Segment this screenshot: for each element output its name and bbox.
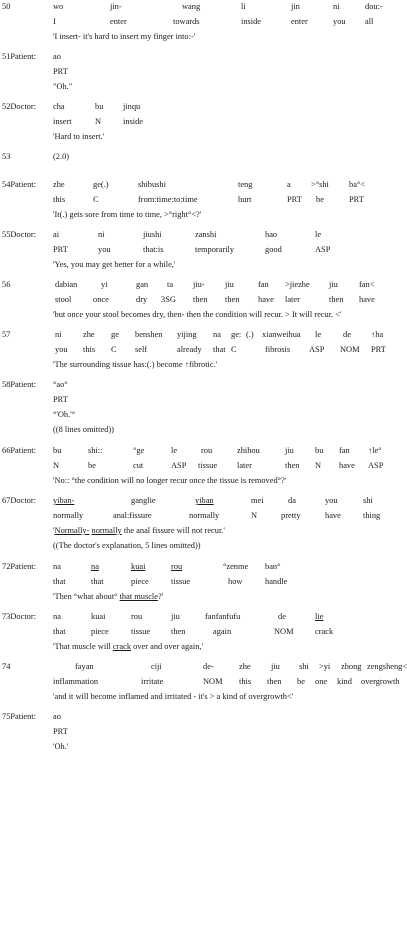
gloss: temporarily bbox=[195, 245, 235, 254]
gloss: overgrowth bbox=[361, 677, 400, 686]
gloss: be bbox=[316, 195, 324, 204]
token: fan bbox=[258, 280, 269, 289]
token: le bbox=[171, 446, 178, 455]
gloss: ASP bbox=[315, 245, 331, 254]
line-number: 53 bbox=[2, 152, 11, 161]
token: zhihou bbox=[237, 446, 260, 455]
gloss: enter bbox=[291, 17, 308, 26]
gloss: insert bbox=[53, 117, 72, 126]
token: ganglie bbox=[131, 496, 156, 505]
gloss: N bbox=[251, 511, 258, 520]
token: shi bbox=[363, 496, 373, 505]
gloss: inflammation bbox=[53, 677, 99, 686]
gloss: anal:fissure bbox=[113, 511, 152, 520]
gloss: you bbox=[55, 345, 68, 354]
gloss: C bbox=[93, 195, 99, 204]
gloss: enter bbox=[110, 17, 127, 26]
gloss: this bbox=[53, 195, 66, 204]
token: yi bbox=[101, 280, 108, 289]
token: ba°< bbox=[349, 180, 365, 189]
gloss: how bbox=[228, 577, 243, 586]
token: fan bbox=[339, 446, 350, 455]
line-number: 72Patient: bbox=[2, 562, 36, 571]
token: >jiezhe bbox=[285, 280, 310, 289]
token: jiu bbox=[271, 662, 280, 671]
gloss: have bbox=[258, 295, 274, 304]
gloss: C bbox=[231, 345, 237, 354]
token: ni bbox=[333, 2, 340, 11]
gloss: irritate bbox=[141, 677, 164, 686]
token: teng bbox=[238, 180, 253, 189]
gloss: be bbox=[297, 677, 305, 686]
gloss: normally bbox=[189, 511, 220, 520]
token: dou:- bbox=[365, 2, 383, 11]
translation: 'No:: °the condition will no longer recur once the tissue is removed°?' bbox=[53, 476, 287, 485]
token: jiu bbox=[171, 612, 180, 621]
token: ta bbox=[167, 280, 174, 289]
gloss: N bbox=[53, 461, 60, 470]
token: ge bbox=[111, 330, 119, 339]
token: na bbox=[53, 562, 61, 571]
token: fanfanfufu bbox=[205, 612, 241, 621]
gloss: ASP bbox=[368, 461, 384, 470]
token: xianweihua bbox=[262, 330, 301, 339]
token: >yi bbox=[319, 662, 331, 671]
gloss: PRT bbox=[53, 395, 68, 404]
gloss: cut bbox=[133, 461, 144, 470]
translation: 'but once your stool becomes dry, then- then the condition will recur. > It will recur. <' bbox=[53, 310, 342, 319]
translation: 'The surrounding tissue has:(.) become ↑fibrotic.' bbox=[53, 360, 218, 369]
gloss: piece bbox=[131, 577, 149, 586]
line-number: 56 bbox=[2, 280, 11, 289]
translation: °'Oh.'° bbox=[53, 410, 76, 419]
token: jiu bbox=[285, 446, 294, 455]
translation: 'Normally- normally the anal fissure will not recur.' bbox=[53, 526, 225, 535]
token: le bbox=[315, 330, 322, 339]
token: °ge bbox=[133, 446, 145, 455]
gloss: have bbox=[359, 295, 375, 304]
translation: 'It(.) gets sore from time to time, >°right°<?' bbox=[53, 210, 202, 219]
omission-note: ((8 lines omitted)) bbox=[53, 425, 114, 434]
token: a bbox=[287, 180, 291, 189]
gloss: later bbox=[285, 295, 300, 304]
token: le bbox=[315, 230, 322, 239]
token: jin bbox=[291, 2, 300, 11]
line-number: 74 bbox=[2, 662, 11, 671]
translation: 'I insert- it's hard to insert my finger into:-' bbox=[53, 32, 196, 41]
gloss: crack bbox=[315, 627, 334, 636]
token: shi bbox=[299, 662, 309, 671]
gloss: PRT bbox=[287, 195, 302, 204]
token: ao bbox=[53, 52, 61, 61]
gloss: be bbox=[88, 461, 96, 470]
token: hao bbox=[265, 230, 278, 239]
line-number: 55Doctor: bbox=[2, 230, 36, 239]
token: na bbox=[53, 612, 61, 621]
gloss: that bbox=[53, 627, 66, 636]
line-number: 51Patient: bbox=[2, 52, 36, 61]
token: de bbox=[278, 612, 286, 621]
token: ciji bbox=[151, 662, 162, 671]
gloss: PRT bbox=[53, 67, 68, 76]
token: ni bbox=[98, 230, 105, 239]
token: li bbox=[241, 2, 246, 11]
gloss: PRT bbox=[349, 195, 364, 204]
gloss: again bbox=[213, 627, 232, 636]
token: wang bbox=[182, 2, 201, 11]
gloss: then bbox=[225, 295, 240, 304]
token: bu bbox=[315, 446, 324, 455]
token: ↑ha bbox=[371, 330, 384, 339]
token: ai bbox=[53, 230, 60, 239]
line-number: 50 bbox=[2, 2, 11, 11]
token: dabian bbox=[55, 280, 78, 289]
gloss: hurt bbox=[238, 195, 252, 204]
token: shibushi bbox=[138, 180, 166, 189]
token: gan bbox=[136, 280, 149, 289]
line-number: 57 bbox=[2, 330, 11, 339]
gloss: good bbox=[265, 245, 282, 254]
gloss: piece bbox=[91, 627, 109, 636]
gloss: kind bbox=[337, 677, 352, 686]
gloss: once bbox=[93, 295, 109, 304]
omission-note: ((The doctor's explanation, 5 lines omitted)) bbox=[53, 541, 201, 550]
gloss: PRT bbox=[53, 245, 68, 254]
gloss: NOM bbox=[203, 677, 223, 686]
gloss: have bbox=[339, 461, 355, 470]
gloss: 3SG bbox=[161, 295, 176, 304]
token: jinqu bbox=[123, 102, 141, 111]
line-number: 67Doctor: bbox=[2, 496, 36, 505]
gloss: tissue bbox=[171, 577, 191, 586]
gloss: you bbox=[333, 17, 346, 26]
gloss: all bbox=[365, 17, 374, 26]
gloss: then bbox=[329, 295, 344, 304]
token: zhe bbox=[53, 180, 65, 189]
gloss: pretty bbox=[281, 511, 301, 520]
token: jiushi bbox=[143, 230, 162, 239]
token: ↑le° bbox=[368, 446, 382, 455]
gloss: tissue bbox=[198, 461, 218, 470]
translation: 'Oh.' bbox=[53, 742, 69, 751]
gloss: NOM bbox=[274, 627, 294, 636]
gloss: this bbox=[239, 677, 252, 686]
translation: 'Then °what about° that muscle?' bbox=[53, 592, 164, 601]
token: zanshi bbox=[195, 230, 217, 239]
gloss: N bbox=[95, 117, 102, 126]
translation: 'Yes, you may get better for a while,' bbox=[53, 260, 176, 269]
gloss: self bbox=[135, 345, 148, 354]
token: de- bbox=[203, 662, 214, 671]
token: mei bbox=[251, 496, 264, 505]
token: rou bbox=[201, 446, 213, 455]
gloss: that:is bbox=[143, 245, 164, 254]
token: jiu bbox=[329, 280, 338, 289]
line-number: 66Patient: bbox=[2, 446, 36, 455]
token: ge(.) bbox=[93, 180, 109, 189]
token: jin- bbox=[110, 2, 122, 11]
gloss: NOM bbox=[340, 345, 360, 354]
gloss: fibrosis bbox=[265, 345, 291, 354]
gloss: ASP bbox=[171, 461, 187, 470]
token: ban° bbox=[265, 562, 281, 571]
token: yijing bbox=[177, 330, 197, 339]
gloss: dry bbox=[136, 295, 148, 304]
translation: "Oh." bbox=[53, 82, 73, 91]
gloss: normally bbox=[53, 511, 84, 520]
token: lie bbox=[315, 612, 324, 621]
token: bu bbox=[53, 446, 62, 455]
token: zhong bbox=[341, 662, 362, 671]
token: zhe bbox=[83, 330, 95, 339]
gloss: that bbox=[91, 577, 104, 586]
line-number: 73Doctor: bbox=[2, 612, 36, 621]
token: ge: bbox=[231, 330, 242, 339]
token: benshen bbox=[135, 330, 163, 339]
token: na bbox=[91, 562, 99, 571]
gloss: stool bbox=[55, 295, 72, 304]
gloss: I bbox=[53, 17, 56, 26]
token: you bbox=[325, 496, 338, 505]
gloss: tissue bbox=[131, 627, 151, 636]
gloss: from:time:to:time bbox=[138, 195, 198, 204]
token: ao bbox=[53, 712, 61, 721]
gloss: later bbox=[237, 461, 252, 470]
token: rou bbox=[131, 612, 143, 621]
token: ni bbox=[55, 330, 62, 339]
token: bu bbox=[95, 102, 104, 111]
gloss: one bbox=[315, 677, 328, 686]
gloss: inside bbox=[241, 17, 262, 26]
gloss: already bbox=[177, 345, 202, 354]
line-number: 52Doctor: bbox=[2, 102, 36, 111]
gloss: then bbox=[267, 677, 282, 686]
gloss: then bbox=[171, 627, 186, 636]
line-number: 58Patient: bbox=[2, 380, 36, 389]
gloss: ASP bbox=[309, 345, 325, 354]
token: kuai bbox=[131, 562, 146, 571]
token: de bbox=[343, 330, 351, 339]
token: jiu- bbox=[193, 280, 205, 289]
token: wo bbox=[53, 2, 64, 11]
line-number: 75Patient: bbox=[2, 712, 36, 721]
translation: 'That muscle will crack over and over again,' bbox=[53, 642, 203, 651]
token: kuai bbox=[91, 612, 106, 621]
gloss: you bbox=[98, 245, 111, 254]
gloss: N bbox=[315, 461, 322, 470]
token: zengsheng< bbox=[367, 662, 407, 671]
token: rou bbox=[171, 562, 183, 571]
token: da bbox=[288, 496, 296, 505]
token: fan< bbox=[359, 280, 375, 289]
pause: (2.0) bbox=[53, 152, 70, 161]
gloss: handle bbox=[265, 577, 288, 586]
token: shi:: bbox=[88, 446, 103, 455]
token: yiban- bbox=[53, 496, 75, 505]
token: na bbox=[213, 330, 221, 339]
token: zhe bbox=[239, 662, 251, 671]
gloss: towards bbox=[173, 17, 200, 26]
gloss: that bbox=[213, 345, 226, 354]
gloss: that bbox=[53, 577, 66, 586]
gloss: PRT bbox=[53, 727, 68, 736]
token: °ao° bbox=[53, 380, 68, 389]
gloss: inside bbox=[123, 117, 144, 126]
line-number: 54Patient: bbox=[2, 180, 36, 189]
gloss-line bbox=[53, 17, 398, 32]
token: jiu bbox=[225, 280, 234, 289]
gloss: then bbox=[193, 295, 208, 304]
translation: 'and it will become inflamed and irritated - it's > a kind of overgrowth<' bbox=[53, 692, 294, 701]
token: >°shi bbox=[311, 180, 329, 189]
translation: 'Hard to insert.' bbox=[53, 132, 105, 141]
gloss: then bbox=[285, 461, 300, 470]
token: fayan bbox=[75, 662, 94, 671]
gloss: this bbox=[83, 345, 96, 354]
romanization-line bbox=[53, 2, 398, 17]
gloss: C bbox=[111, 345, 117, 354]
translation-line bbox=[53, 32, 398, 47]
token: cha bbox=[53, 102, 65, 111]
gloss: thing bbox=[363, 511, 381, 520]
gloss: have bbox=[325, 511, 341, 520]
token: °zenme bbox=[223, 562, 249, 571]
token: (.) bbox=[246, 330, 254, 339]
gloss: PRT bbox=[371, 345, 386, 354]
token: yiban bbox=[195, 496, 214, 505]
